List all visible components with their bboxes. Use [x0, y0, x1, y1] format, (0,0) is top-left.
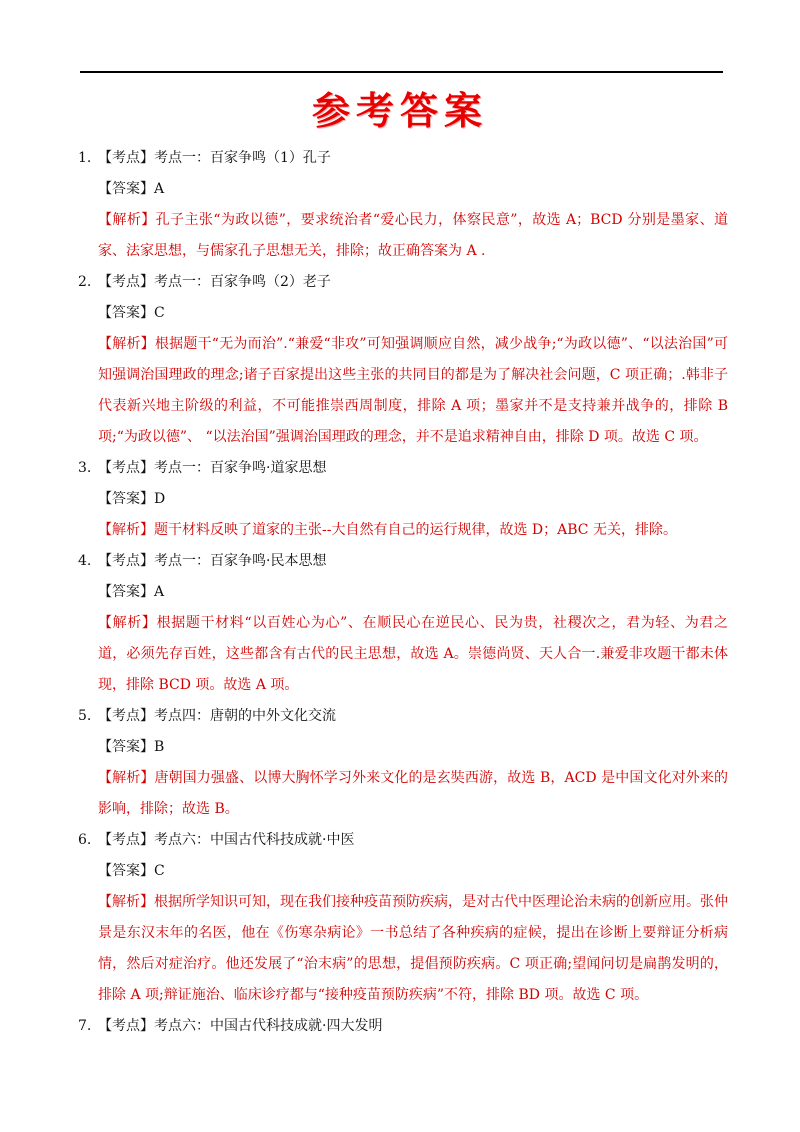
answer-label: 【答案】	[98, 181, 154, 197]
answer-item	[78, 453, 728, 546]
answer-label: 【答案】	[98, 491, 154, 507]
item-answer-line	[78, 484, 728, 515]
answer-item	[78, 1011, 728, 1042]
item-topic-line	[78, 701, 728, 732]
item-topic: 考点六：中国古代科技成就·四大发明	[154, 1018, 383, 1034]
item-analysis: 题干材料反映了道家的主张--大自然有自己的运行规律，故选 D；ABC 无关，排除。	[154, 522, 677, 538]
top-rule	[80, 71, 723, 73]
item-number: 2.	[78, 274, 92, 290]
item-number: 7.	[78, 1018, 92, 1034]
item-analysis-line	[78, 887, 728, 1011]
item-topic: 考点一：百家争鸣（2）老子	[154, 274, 331, 290]
item-topic-line	[78, 267, 728, 298]
item-analysis-line	[78, 329, 728, 453]
answer-label: 【答案】	[98, 739, 154, 755]
item-analysis: 唐朝国力强盛、以博大胸怀学习外来文化的是玄奘西游，故选 B，ACD 是中国文化对外来的影响，排除；故选 B。	[98, 770, 729, 817]
item-answer-line	[78, 856, 728, 887]
analysis-label: 【解析】	[98, 336, 155, 352]
item-number: 3.	[78, 460, 92, 476]
item-answer: A	[154, 181, 165, 197]
item-answer-line	[78, 298, 728, 329]
item-analysis-line	[78, 763, 728, 825]
answer-label: 【答案】	[98, 305, 154, 321]
item-topic: 考点四：唐朝的中外文化交流	[154, 708, 336, 724]
kaodian-label: 【考点】	[98, 832, 154, 848]
item-analysis-line	[78, 205, 728, 267]
item-topic: 考点一：百家争鸣·民本思想	[154, 553, 327, 569]
item-topic-line	[78, 1011, 728, 1042]
item-answer: A	[154, 584, 165, 600]
item-topic-line	[78, 825, 728, 856]
item-topic-line	[78, 453, 728, 484]
item-topic: 考点一：百家争鸣·道家思想	[154, 460, 327, 476]
item-analysis-line	[78, 608, 728, 701]
answer-item	[78, 546, 728, 701]
answer-list	[78, 143, 728, 1042]
item-topic: 考点六：中国古代科技成就·中医	[154, 832, 355, 848]
analysis-label: 【解析】	[98, 615, 157, 631]
kaodian-label: 【考点】	[98, 553, 154, 569]
answer-item	[78, 825, 728, 1011]
item-number: 5.	[78, 708, 92, 724]
item-topic: 考点一：百家争鸣（1）孔子	[154, 150, 331, 166]
item-answer: D	[154, 491, 166, 507]
analysis-label: 【解析】	[98, 770, 155, 786]
item-answer: B	[154, 739, 165, 755]
item-number: 1.	[78, 150, 92, 166]
item-answer-line	[78, 174, 728, 205]
answer-label: 【答案】	[98, 863, 154, 879]
item-number: 4.	[78, 553, 92, 569]
item-answer-line	[78, 577, 728, 608]
item-answer: C	[154, 863, 165, 879]
item-analysis: 孔子主张“为政以德”，要求统治者“爱心民力，体察民意”，故选 A；BCD 分别是墨家、道家、法家思想，与儒家孔子思想无关，排除；故正确答案为 A .	[98, 212, 728, 259]
answer-item	[78, 143, 728, 267]
answer-item	[78, 267, 728, 453]
item-topic-line	[78, 143, 728, 174]
answer-item	[78, 701, 728, 825]
item-analysis: 根据题干材料“以百姓心为心”、在顺民心在逆民心、民为贵，社稷次之，君为轻、为君之道，必须先存百姓，这些都含有古代的民主思想，故选 A。崇德尚贤、天人合一.兼爱非攻题干都未体现，排除 BCD 项。故选 A 项。	[98, 615, 729, 693]
page-title: 参考答案	[311, 88, 488, 133]
item-answer: C	[154, 305, 165, 321]
item-analysis: 根据所学知识可知，现在我们接种疫苗预防疾病，是对古代中医理论治未病的创新应用。张仲景是东汉末年的名医，他在《伤寒杂病论》一书总结了各种疾病的症候，提出在诊断上要辩证分析病情，然后对症治疗。他还发展了“治末病”的思想，提倡预防疾病。C 项正确;望闻问切是扁鹊发明的，排除 A 项;辩证施治、临床诊疗都与“接种疫苗预防疾病”不符，排除 BD 项。故选 C 项。	[98, 894, 728, 1003]
analysis-label: 【解析】	[98, 894, 154, 910]
item-topic-line	[78, 546, 728, 577]
item-answer-line	[78, 732, 728, 763]
analysis-label: 【解析】	[98, 522, 154, 538]
kaodian-label: 【考点】	[98, 150, 154, 166]
kaodian-label: 【考点】	[98, 1018, 154, 1034]
kaodian-label: 【考点】	[98, 460, 154, 476]
answer-label: 【答案】	[98, 584, 154, 600]
kaodian-label: 【考点】	[98, 274, 154, 290]
item-number: 6.	[78, 832, 92, 848]
item-analysis: 根据题干“无为而治”.“兼爱“非攻”可知强调顺应自然，减少战争;“为政以德”、“以法治国”可知强调治国理政的理念;诸子百家提出这些主张的共同目的都是为了解决社会问题，C 项正确；.韩非子代表新兴地主阶级的利益，不可能推崇西周制度，排除 A 项；墨家并不是支持兼并战争的，排除 B 项;“为政以德”、 “以法治国”强调治国理政的理念，并不是追求精神自由，排除 D 项。故选 C 项。	[98, 336, 728, 445]
kaodian-label: 【考点】	[98, 708, 154, 724]
item-analysis-line	[78, 515, 728, 546]
analysis-label: 【解析】	[98, 212, 156, 228]
